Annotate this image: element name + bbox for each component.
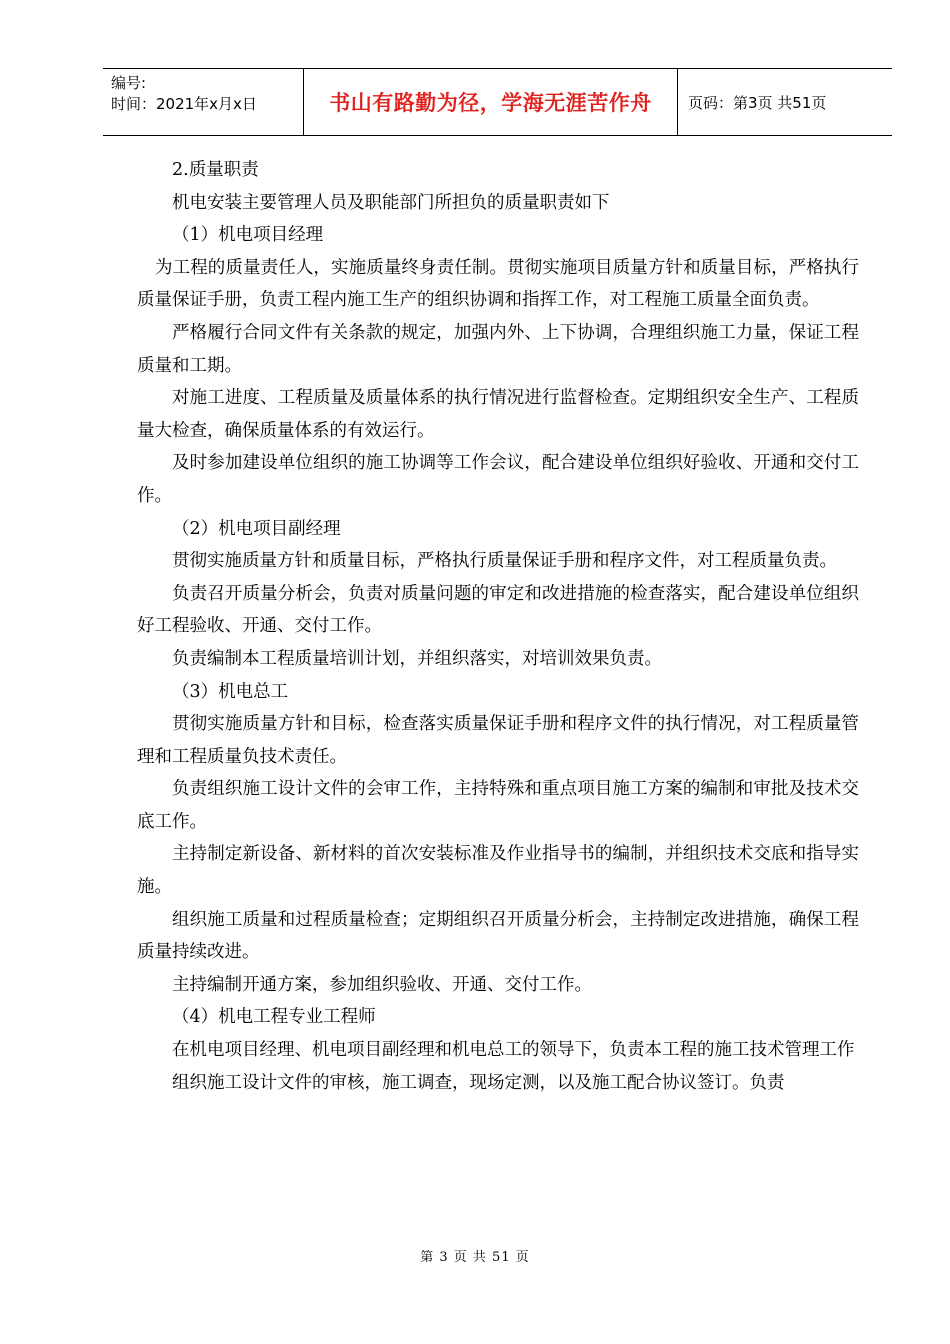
time-label: 时间：2021年x月x日 — [111, 95, 257, 113]
section-heading: 2.质量职责 — [172, 160, 259, 180]
paragraph: 贯彻实施质量方针和质量目标，严格执行质量保证手册和程序文件，对工程质量负责。 — [172, 551, 837, 572]
paragraph: 机电安装主要管理人员及职能部门所担负的质量职责如下 — [172, 192, 610, 213]
subsection-heading: （2）机电项目副经理 — [172, 518, 341, 539]
paragraph: 负责编制本工程质量培训计划，并组织落实，对培训效果负责。 — [172, 648, 662, 669]
subsection-heading: （1）机电项目经理 — [172, 225, 324, 246]
paragraph: 主持编制开通方案，参加组织验收、开通、交付工作。 — [172, 974, 592, 995]
subsection-heading: （3）机电总工 — [172, 681, 289, 702]
paragraph: 组织施工质量和过程质量检查；定期组织召开质量分析会，主持制定改进措施，确保工程质量持续改进。 — [137, 909, 859, 963]
number-label: 编号: — [111, 74, 147, 92]
paragraph: 负责召开质量分析会，负责对质量问题的审定和改进措施的检查落实，配合建设单位组织好工程验收、开通、交付工作。 — [137, 583, 859, 637]
page-header — [103, 68, 892, 136]
paragraph: 对施工进度、工程质量及质量体系的执行情况进行监督检查。定期组织安全生产、工程质量大检查，确保质量体系的有效运行。 — [137, 388, 859, 441]
paragraph: 严格履行合同文件有关条款的规定，加强内外、上下协调，合理组织施工力量，保证工程质量和工期。 — [137, 322, 859, 376]
page-footer: 第 3 页 共 51 页 — [420, 1250, 530, 1265]
paragraph: 主持制定新设备、新材料的首次安装标准及作业指导书的编制，并组织技术交底和指导实施。 — [137, 844, 859, 898]
paragraph: 负责组织施工设计文件的会审工作，主持特殊和重点项目施工方案的编制和审批及技术交底工作。 — [137, 779, 859, 832]
document-body — [137, 154, 859, 1099]
header-page-label: 页码：第3页 共51页 — [688, 93, 827, 112]
paragraph: 为工程的质量责任人，实施质量终身责任制。贯彻实施项目质量方针和质量目标，严格执行质量保证手册，负责工程内施工生产的组织协调和指挥工作，对工程施工质量全面负责。 — [137, 257, 859, 311]
paragraph: 贯彻实施质量方针和目标，检查落实质量保证手册和程序文件的执行情况，对工程质量管理和工程质量负技术责任。 — [137, 714, 859, 767]
subsection-heading: （4）机电工程专业工程师 — [172, 1007, 376, 1028]
header-meta — [103, 69, 303, 135]
paragraph: 及时参加建设单位组织的施工协调等工作会议，配合建设单位组织好验收、开通和交付工作。 — [137, 453, 859, 506]
header-motto: 书山有路勤为径，学海无涯苦作舟 — [303, 69, 678, 135]
paragraph: 组织施工设计文件的审核，施工调查，现场定测，以及施工配合协议签订。负责 — [172, 1072, 785, 1093]
paragraph: 在机电项目经理、机电项目副经理和机电总工的领导下，负责本工程的施工技术管理工作 — [172, 1040, 855, 1061]
